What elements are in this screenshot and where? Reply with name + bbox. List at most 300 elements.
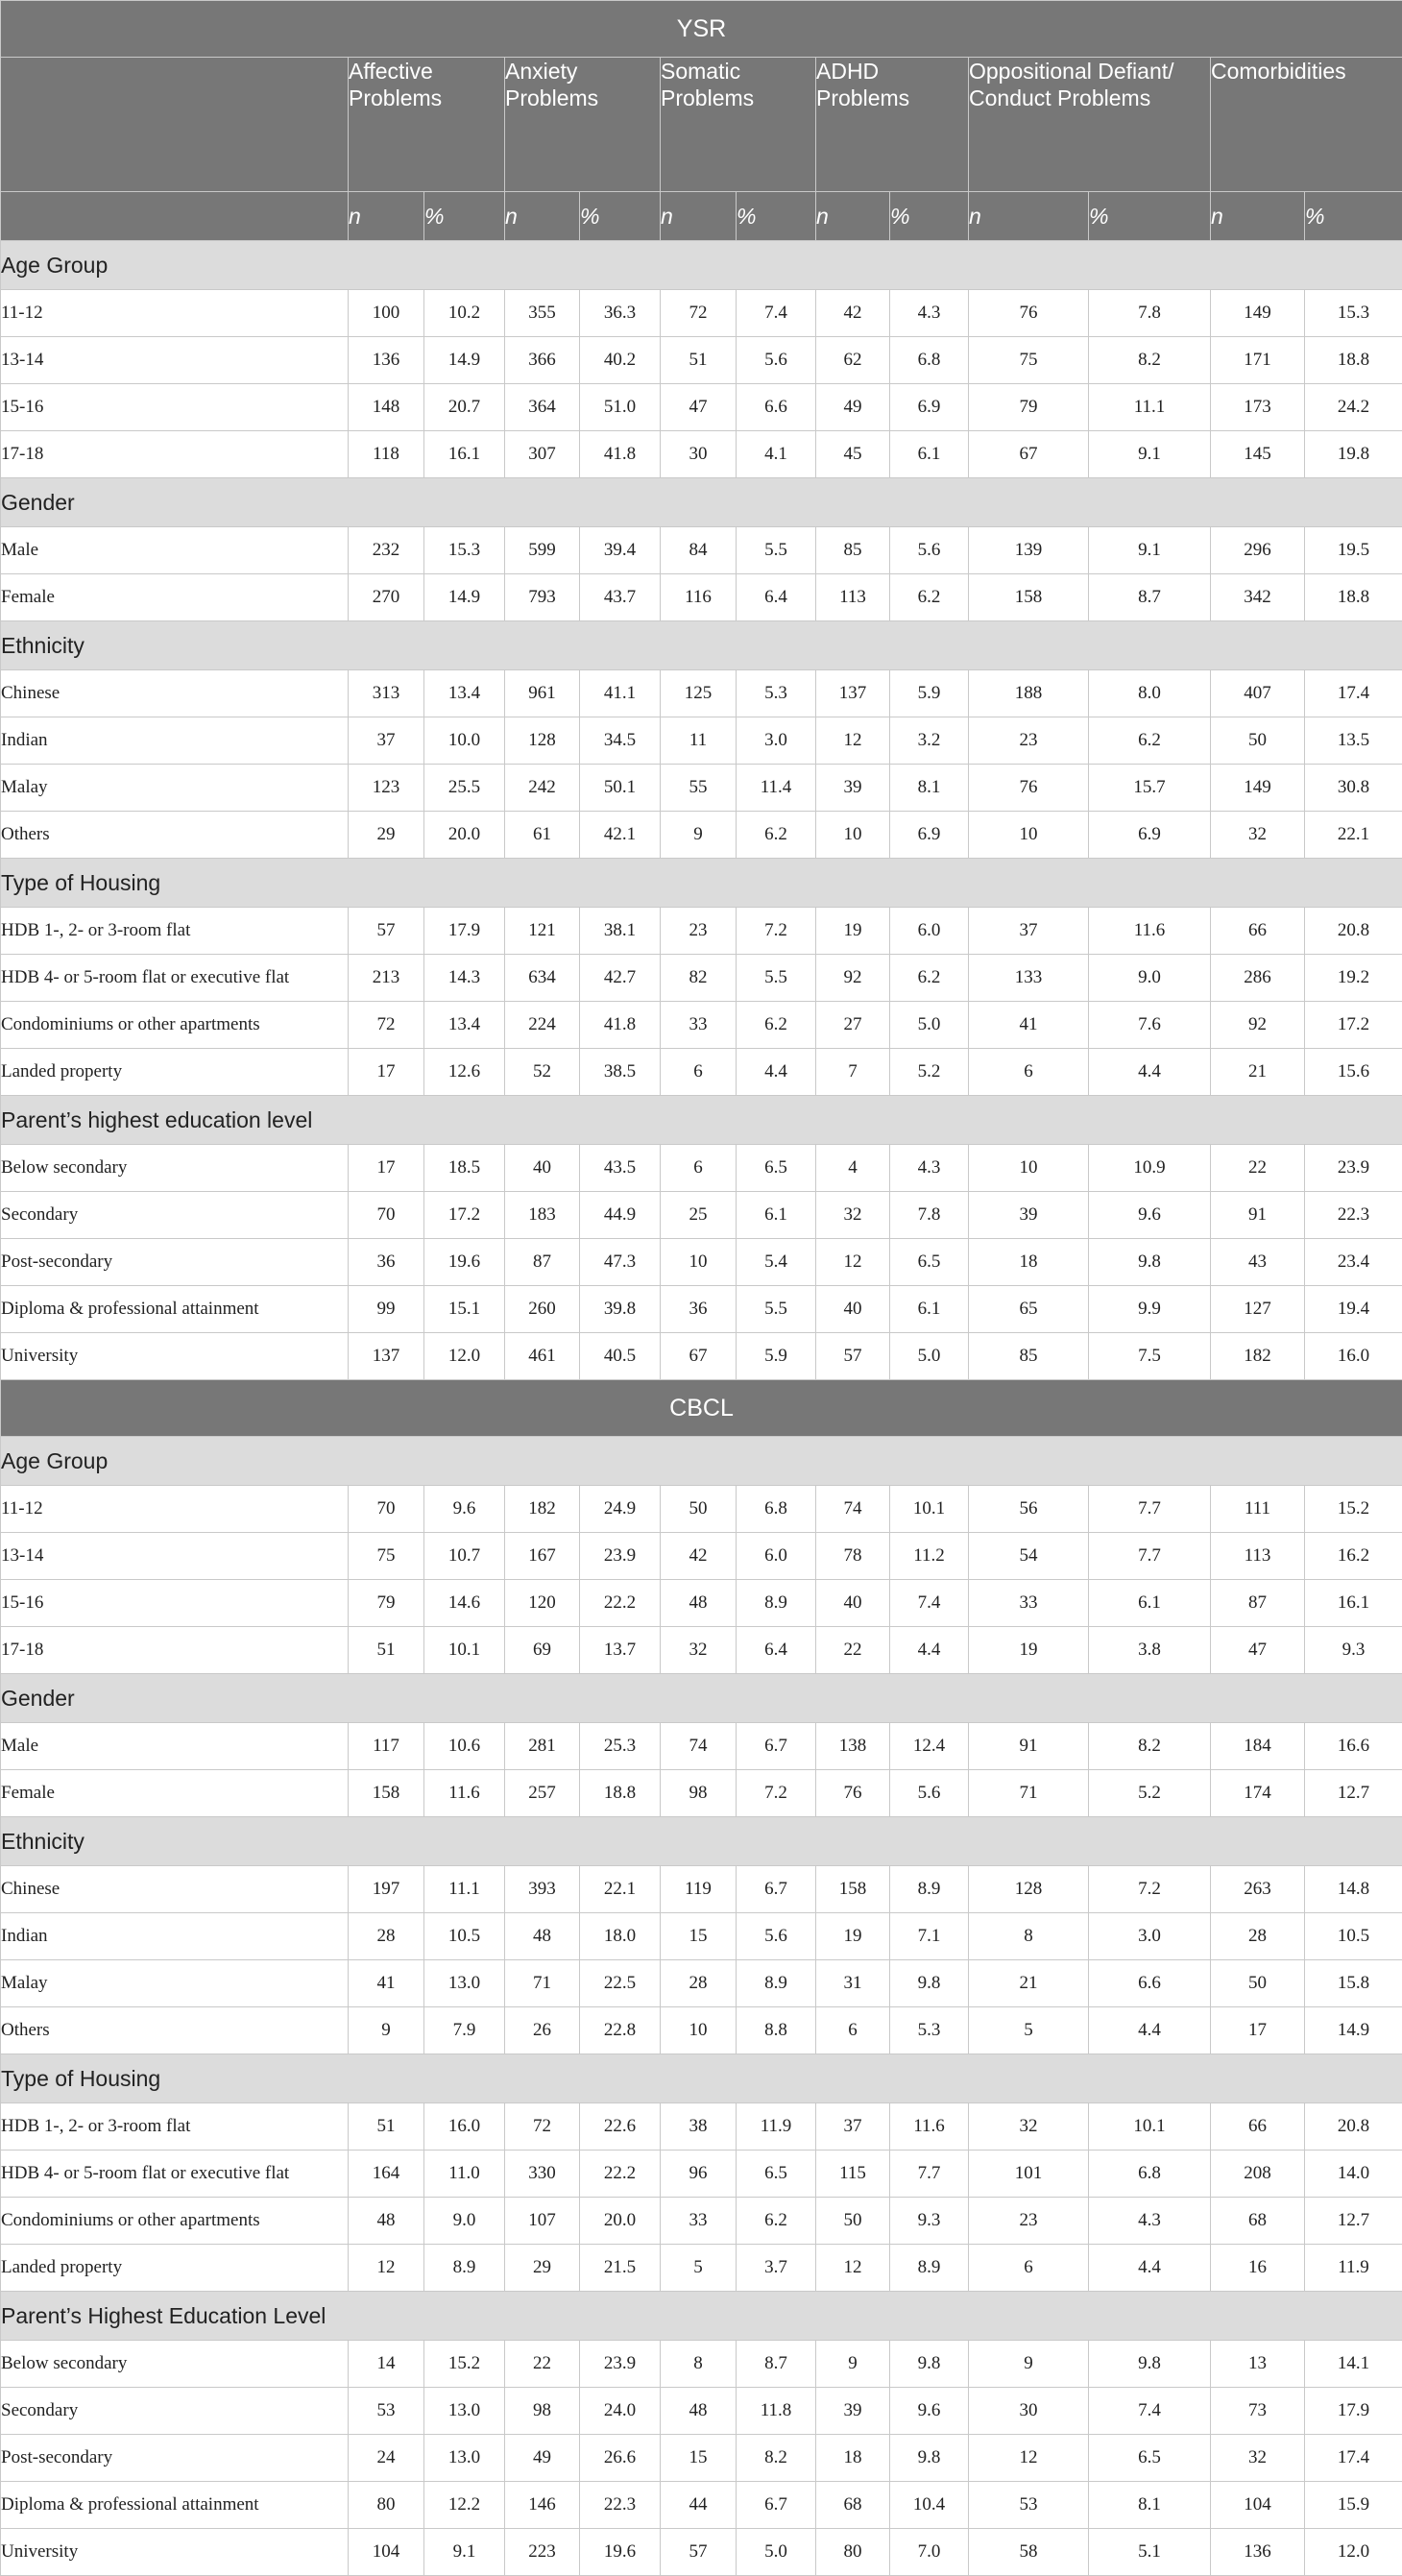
percent-cell: 51.0 (580, 384, 661, 431)
percent-cell: 41.1 (580, 670, 661, 717)
count-cell: 121 (505, 908, 580, 955)
count-cell: 6 (661, 1145, 737, 1192)
percent-cell: 11.6 (424, 1770, 505, 1817)
count-cell: 107 (505, 2198, 580, 2245)
count-cell: 5 (661, 2245, 737, 2292)
count-cell: 393 (505, 1866, 580, 1913)
percent-cell: 13.4 (424, 670, 505, 717)
count-cell: 12 (816, 2245, 890, 2292)
count-cell: 53 (969, 2482, 1089, 2529)
row-label: Malay (1, 1960, 349, 2007)
count-cell: 137 (816, 670, 890, 717)
percent-cell: 11.6 (1089, 908, 1211, 955)
count-cell: 313 (349, 670, 424, 717)
percent-cell: 13.0 (424, 1960, 505, 2007)
section-header-row (1, 1380, 1402, 1437)
percent-header: % (737, 192, 816, 241)
percent-cell: 7.7 (1089, 1533, 1211, 1580)
row-label: Secondary (1, 2388, 349, 2435)
percent-cell: 10.5 (424, 1913, 505, 1960)
count-cell: 40 (505, 1145, 580, 1192)
percent-cell: 11.2 (890, 1533, 969, 1580)
row-label: University (1, 2529, 349, 2576)
row-label: Female (1, 574, 349, 621)
table-row (1, 1960, 1402, 2007)
percent-cell: 11.8 (737, 2388, 816, 2435)
row-label: Condominiums or other apartments (1, 2198, 349, 2245)
count-cell: 68 (1211, 2198, 1305, 2245)
count-cell: 25 (661, 1192, 737, 1239)
count-cell: 6 (661, 1049, 737, 1096)
percent-cell: 7.0 (890, 2529, 969, 2576)
count-cell: 184 (1211, 1723, 1305, 1770)
count-cell: 39 (816, 2388, 890, 2435)
row-label: Chinese (1, 670, 349, 717)
percent-cell: 6.1 (890, 431, 969, 478)
percent-cell: 42.7 (580, 955, 661, 1002)
percent-cell: 5.0 (890, 1002, 969, 1049)
percent-cell: 22.2 (580, 1580, 661, 1627)
percent-cell: 7.4 (1089, 2388, 1211, 2435)
count-cell: 29 (505, 2245, 580, 2292)
percent-cell: 6.1 (1089, 1580, 1211, 1627)
count-cell: 113 (816, 574, 890, 621)
percent-cell: 8.1 (890, 765, 969, 812)
percent-cell: 5.6 (890, 1770, 969, 1817)
percent-cell: 8.2 (737, 2435, 816, 2482)
percent-cell: 25.3 (580, 1723, 661, 1770)
percent-cell: 40.5 (580, 1333, 661, 1380)
count-cell: 54 (969, 1533, 1089, 1580)
percent-cell: 9.1 (1089, 431, 1211, 478)
count-cell: 19 (969, 1627, 1089, 1674)
count-cell: 79 (349, 1580, 424, 1627)
percent-cell: 9.1 (1089, 527, 1211, 574)
percent-cell: 9.6 (890, 2388, 969, 2435)
count-cell: 286 (1211, 955, 1305, 1002)
sub-header-row (1, 192, 1402, 241)
percent-cell: 8.9 (424, 2245, 505, 2292)
count-cell: 307 (505, 431, 580, 478)
percent-cell: 12.2 (424, 2482, 505, 2529)
row-label: Post-secondary (1, 2435, 349, 2482)
count-cell: 117 (349, 1723, 424, 1770)
count-cell: 92 (1211, 1002, 1305, 1049)
group-title: Ethnicity (1, 621, 1402, 670)
count-cell: 32 (969, 2103, 1089, 2151)
percent-cell: 9.3 (1305, 1627, 1402, 1674)
count-cell: 57 (661, 2529, 737, 2576)
count-cell: 10 (969, 1145, 1089, 1192)
percent-cell: 6.7 (737, 1723, 816, 1770)
group-header-row (1, 478, 1402, 527)
percent-cell: 9.6 (424, 1486, 505, 1533)
group-title: Age Group (1, 241, 1402, 290)
percent-cell: 6.2 (890, 574, 969, 621)
count-cell: 70 (349, 1192, 424, 1239)
count-cell: 84 (661, 527, 737, 574)
percent-cell: 9.8 (890, 1960, 969, 2007)
count-cell: 6 (969, 1049, 1089, 1096)
percent-cell: 7.6 (1089, 1002, 1211, 1049)
percent-cell: 20.8 (1305, 2103, 1402, 2151)
blank-header-cell (1, 192, 349, 241)
percent-cell: 9.9 (1089, 1286, 1211, 1333)
percent-cell: 6.4 (737, 574, 816, 621)
count-cell: 22 (1211, 1145, 1305, 1192)
percent-cell: 19.2 (1305, 955, 1402, 1002)
count-cell: 79 (969, 384, 1089, 431)
percent-cell: 6.6 (1089, 1960, 1211, 2007)
percent-cell: 20.0 (424, 812, 505, 859)
count-cell: 599 (505, 527, 580, 574)
percent-cell: 50.1 (580, 765, 661, 812)
count-cell: 139 (969, 527, 1089, 574)
percent-cell: 39.8 (580, 1286, 661, 1333)
percent-cell: 16.2 (1305, 1533, 1402, 1580)
percent-cell: 6.0 (890, 908, 969, 955)
count-cell: 5 (969, 2007, 1089, 2054)
table-row (1, 337, 1402, 384)
percent-cell: 20.7 (424, 384, 505, 431)
percent-cell: 24.0 (580, 2388, 661, 2435)
count-cell: 68 (816, 2482, 890, 2529)
count-cell: 119 (661, 1866, 737, 1913)
percent-cell: 10.0 (424, 717, 505, 765)
percent-cell: 8.7 (1089, 574, 1211, 621)
row-label: HDB 1-, 2- or 3-room flat (1, 908, 349, 955)
percent-cell: 22.8 (580, 2007, 661, 2054)
count-cell: 461 (505, 1333, 580, 1380)
count-cell: 22 (816, 1627, 890, 1674)
count-cell: 92 (816, 955, 890, 1002)
percent-cell: 4.4 (890, 1627, 969, 1674)
count-cell: 85 (969, 1333, 1089, 1380)
count-cell: 91 (969, 1723, 1089, 1770)
count-cell: 48 (349, 2198, 424, 2245)
percent-cell: 23.9 (1305, 1145, 1402, 1192)
count-cell: 42 (661, 1533, 737, 1580)
count-cell: 98 (505, 2388, 580, 2435)
group-header-row (1, 1817, 1402, 1866)
percent-cell: 5.1 (1089, 2529, 1211, 2576)
percent-cell: 5.0 (890, 1333, 969, 1380)
count-cell: 183 (505, 1192, 580, 1239)
percent-cell: 11.1 (1089, 384, 1211, 431)
percent-cell: 4.4 (1089, 1049, 1211, 1096)
row-label: Below secondary (1, 2341, 349, 2388)
percent-cell: 9.8 (1089, 2341, 1211, 2388)
row-label: Post-secondary (1, 1239, 349, 1286)
percent-cell: 22.3 (1305, 1192, 1402, 1239)
count-cell: 12 (349, 2245, 424, 2292)
row-label: Diploma & professional attainment (1, 1286, 349, 1333)
percent-cell: 4.3 (890, 1145, 969, 1192)
count-cell: 78 (816, 1533, 890, 1580)
percent-cell: 10.7 (424, 1533, 505, 1580)
count-cell: 40 (816, 1286, 890, 1333)
percent-cell: 8.0 (1089, 670, 1211, 717)
count-cell: 15 (661, 2435, 737, 2482)
percent-cell: 11.6 (890, 2103, 969, 2151)
percent-cell: 17.2 (1305, 1002, 1402, 1049)
count-cell: 120 (505, 1580, 580, 1627)
percent-cell: 15.2 (1305, 1486, 1402, 1533)
count-cell: 21 (1211, 1049, 1305, 1096)
count-cell: 263 (1211, 1866, 1305, 1913)
percent-cell: 17.9 (424, 908, 505, 955)
table-row (1, 908, 1402, 955)
table-body (1, 1, 1402, 2576)
row-label: Male (1, 527, 349, 574)
count-cell: 116 (661, 574, 737, 621)
count-cell: 136 (1211, 2529, 1305, 2576)
count-cell: 182 (505, 1486, 580, 1533)
row-label: 17-18 (1, 431, 349, 478)
count-cell: 48 (505, 1913, 580, 1960)
row-label: Malay (1, 765, 349, 812)
count-cell: 123 (349, 765, 424, 812)
group-title: Ethnicity (1, 1817, 1402, 1866)
count-cell: 96 (661, 2151, 737, 2198)
percent-cell: 4.4 (737, 1049, 816, 1096)
percent-cell: 6.6 (737, 384, 816, 431)
count-cell: 57 (349, 908, 424, 955)
count-cell: 149 (1211, 765, 1305, 812)
row-label: 13-14 (1, 337, 349, 384)
percent-cell: 14.0 (1305, 2151, 1402, 2198)
count-cell: 23 (661, 908, 737, 955)
row-label: Landed property (1, 1049, 349, 1096)
count-cell: 133 (969, 955, 1089, 1002)
count-cell: 41 (349, 1960, 424, 2007)
count-cell: 52 (505, 1049, 580, 1096)
count-cell: 17 (1211, 2007, 1305, 2054)
percent-cell: 13.0 (424, 2435, 505, 2482)
row-label: 11-12 (1, 290, 349, 337)
count-cell: 50 (816, 2198, 890, 2245)
percent-cell: 4.1 (737, 431, 816, 478)
count-cell: 104 (349, 2529, 424, 2576)
percent-cell: 9.1 (424, 2529, 505, 2576)
count-cell: 41 (969, 1002, 1089, 1049)
table-row (1, 431, 1402, 478)
percent-cell: 22.1 (580, 1866, 661, 1913)
percent-cell: 14.9 (424, 337, 505, 384)
percent-cell: 7.8 (890, 1192, 969, 1239)
count-cell: 65 (969, 1286, 1089, 1333)
percent-cell: 7.4 (737, 290, 816, 337)
count-header: n (1211, 192, 1305, 241)
count-cell: 37 (349, 717, 424, 765)
count-cell: 364 (505, 384, 580, 431)
count-cell: 208 (1211, 2151, 1305, 2198)
table-row (1, 670, 1402, 717)
count-cell: 7 (816, 1049, 890, 1096)
percent-cell: 6.1 (890, 1286, 969, 1333)
percent-cell: 15.7 (1089, 765, 1211, 812)
table-row (1, 1486, 1402, 1533)
percent-cell: 6.2 (737, 2198, 816, 2245)
count-cell: 18 (816, 2435, 890, 2482)
percent-cell: 5.5 (737, 1286, 816, 1333)
count-cell: 75 (969, 337, 1089, 384)
percent-cell: 18.8 (1305, 337, 1402, 384)
count-cell: 36 (349, 1239, 424, 1286)
table-row (1, 2151, 1402, 2198)
percent-cell: 8.9 (737, 1960, 816, 2007)
percent-cell: 9.8 (890, 2435, 969, 2482)
percent-cell: 7.2 (1089, 1866, 1211, 1913)
percent-cell: 6.4 (737, 1627, 816, 1674)
count-cell: 36 (661, 1286, 737, 1333)
percent-cell: 21.5 (580, 2245, 661, 2292)
percent-header: % (890, 192, 969, 241)
table-row (1, 1627, 1402, 1674)
count-cell: 87 (505, 1239, 580, 1286)
percent-cell: 8.9 (737, 1580, 816, 1627)
percent-cell: 14.9 (1305, 2007, 1402, 2054)
row-label: 15-16 (1, 1580, 349, 1627)
count-cell: 29 (349, 812, 424, 859)
count-cell: 137 (349, 1333, 424, 1380)
count-cell: 28 (661, 1960, 737, 2007)
percent-cell: 12.6 (424, 1049, 505, 1096)
column-header: ADHD Problems (816, 58, 969, 192)
percent-cell: 16.1 (424, 431, 505, 478)
percent-cell: 6.8 (1089, 2151, 1211, 2198)
count-cell: 146 (505, 2482, 580, 2529)
count-cell: 47 (1211, 1627, 1305, 1674)
count-cell: 23 (969, 2198, 1089, 2245)
percent-cell: 17.4 (1305, 2435, 1402, 2482)
count-cell: 28 (1211, 1913, 1305, 1960)
percent-cell: 41.8 (580, 1002, 661, 1049)
table-row (1, 527, 1402, 574)
count-cell: 260 (505, 1286, 580, 1333)
percent-cell: 18.5 (424, 1145, 505, 1192)
count-cell: 37 (969, 908, 1089, 955)
table-row (1, 2198, 1402, 2245)
count-cell: 72 (505, 2103, 580, 2151)
count-cell: 32 (1211, 812, 1305, 859)
percent-cell: 11.4 (737, 765, 816, 812)
section-title: YSR (1, 1, 1402, 58)
percent-cell: 6.7 (737, 2482, 816, 2529)
row-label: Indian (1, 717, 349, 765)
percent-cell: 22.3 (580, 2482, 661, 2529)
percent-cell: 8.9 (890, 1866, 969, 1913)
count-cell: 23 (969, 717, 1089, 765)
percent-cell: 6.5 (737, 1145, 816, 1192)
count-header: n (349, 192, 424, 241)
group-header-row (1, 621, 1402, 670)
count-cell: 145 (1211, 431, 1305, 478)
count-cell: 167 (505, 1533, 580, 1580)
table-row (1, 290, 1402, 337)
count-cell: 50 (1211, 717, 1305, 765)
percent-cell: 10.2 (424, 290, 505, 337)
row-label: Below secondary (1, 1145, 349, 1192)
count-cell: 49 (816, 384, 890, 431)
count-cell: 16 (1211, 2245, 1305, 2292)
count-cell: 18 (969, 1239, 1089, 1286)
count-cell: 407 (1211, 670, 1305, 717)
table-row (1, 955, 1402, 1002)
count-cell: 9 (349, 2007, 424, 2054)
percent-cell: 5.0 (737, 2529, 816, 2576)
table-row (1, 1913, 1402, 1960)
percent-cell: 9.3 (890, 2198, 969, 2245)
count-cell: 125 (661, 670, 737, 717)
percent-cell: 6.7 (737, 1866, 816, 1913)
count-cell: 72 (349, 1002, 424, 1049)
percent-cell: 5.5 (737, 527, 816, 574)
count-cell: 45 (816, 431, 890, 478)
row-label: Secondary (1, 1192, 349, 1239)
percent-header: % (1305, 192, 1402, 241)
percent-cell: 6.1 (737, 1192, 816, 1239)
percent-cell: 22.5 (580, 1960, 661, 2007)
percent-cell: 11.1 (424, 1866, 505, 1913)
table-row (1, 2435, 1402, 2482)
percent-cell: 7.9 (424, 2007, 505, 2054)
blank-header-cell (1, 58, 349, 192)
count-cell: 127 (1211, 1286, 1305, 1333)
row-label: HDB 4- or 5-room flat or executive flat (1, 2151, 349, 2198)
percent-cell: 9.0 (424, 2198, 505, 2245)
row-label: Chinese (1, 1866, 349, 1913)
count-cell: 232 (349, 527, 424, 574)
count-cell: 9 (816, 2341, 890, 2388)
percent-cell: 22.6 (580, 2103, 661, 2151)
percent-cell: 5.4 (737, 1239, 816, 1286)
percent-header: % (1089, 192, 1211, 241)
group-title: Type of Housing (1, 2054, 1402, 2103)
count-cell: 50 (661, 1486, 737, 1533)
row-label: 11-12 (1, 1486, 349, 1533)
count-cell: 30 (661, 431, 737, 478)
count-cell: 12 (816, 1239, 890, 1286)
count-cell: 74 (816, 1486, 890, 1533)
percent-cell: 38.1 (580, 908, 661, 955)
percent-cell: 7.7 (890, 2151, 969, 2198)
percent-cell: 10.5 (1305, 1913, 1402, 1960)
count-cell: 355 (505, 290, 580, 337)
percent-cell: 10.6 (424, 1723, 505, 1770)
row-label: HDB 1-, 2- or 3-room flat (1, 2103, 349, 2151)
row-label: 15-16 (1, 384, 349, 431)
count-cell: 13 (1211, 2341, 1305, 2388)
percent-cell: 23.4 (1305, 1239, 1402, 1286)
count-cell: 55 (661, 765, 737, 812)
count-cell: 330 (505, 2151, 580, 2198)
column-header: Anxiety Problems (505, 58, 661, 192)
count-cell: 50 (1211, 1960, 1305, 2007)
count-cell: 188 (969, 670, 1089, 717)
table-row (1, 1192, 1402, 1239)
count-cell: 128 (969, 1866, 1089, 1913)
count-cell: 213 (349, 955, 424, 1002)
percent-cell: 16.0 (1305, 1333, 1402, 1380)
count-cell: 173 (1211, 384, 1305, 431)
percent-cell: 22.1 (1305, 812, 1402, 859)
percent-cell: 10.1 (424, 1627, 505, 1674)
percent-cell: 13.4 (424, 1002, 505, 1049)
count-cell: 70 (349, 1486, 424, 1533)
count-cell: 44 (661, 2482, 737, 2529)
percent-cell: 5.6 (890, 527, 969, 574)
